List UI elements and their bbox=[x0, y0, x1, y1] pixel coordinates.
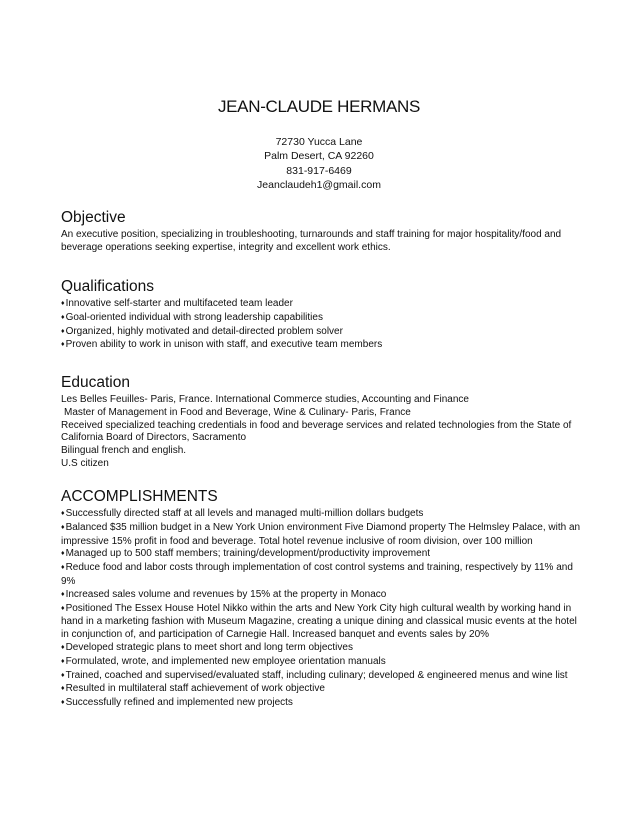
education-heading: Education bbox=[61, 374, 130, 391]
objective-section bbox=[61, 209, 581, 255]
education-line: U.S citizen bbox=[61, 457, 109, 469]
candidate-name: JEAN-CLAUDE HERMANS bbox=[217, 97, 421, 116]
qualifications-heading: Qualifications bbox=[61, 278, 155, 295]
contact-block bbox=[0, 135, 638, 192]
accomplishments-list bbox=[61, 508, 581, 711]
objective-text: An executive position, specializing in troubleshooting, turnarounds and staff training for major hospitality/food and beverage operations seeking expertise, integrity and excellent work ethics. bbox=[61, 229, 562, 253]
list-item: ♦Balanced $35 million budget in a New York Union environment Five Diamond property The Helmsley Palace, with an impressive 15% profit in food and beverage. Total hotel revenue inclusive of room division, over 100 million bbox=[61, 521, 581, 547]
diamond-bullet-icon: ♦ bbox=[61, 671, 65, 679]
list-item: ♦Innovative self-starter and multifaceted team leader bbox=[61, 298, 293, 309]
accomplishments-section bbox=[61, 488, 581, 711]
diamond-bullet-icon: ♦ bbox=[61, 564, 65, 572]
list-item: ♦Trained, coached and supervised/evaluated staff, including culinary; developed & engineered menus and wine list bbox=[61, 669, 568, 681]
diamond-bullet-icon: ♦ bbox=[61, 699, 65, 707]
list-item: ♦Organized, highly motivated and detail-directed problem solver bbox=[61, 325, 343, 337]
list-item: ♦Resulted in multilateral staff achievement of work objective bbox=[61, 683, 325, 695]
education-line: Master of Management in Food and Beverage, Wine & Culinary- Paris, France bbox=[64, 406, 411, 418]
list-item: ♦Proven ability to work in unison with staff, and executive team members bbox=[61, 339, 383, 351]
list-item: ♦Positioned The Essex House Hotel Nikko within the arts and New York City high cultural wealth by working hand in hand in a marketing fashion with Museum Magazine, creating a unique dining and classical music events at the hotel in conjunction of, and participation of Carnegie Hall. Increased banquet and events sales by 20% bbox=[61, 602, 577, 641]
list-item: ♦Formulated, wrote, and implemented new employee orientation manuals bbox=[61, 655, 386, 667]
address-line-1: 72730 Yucca Lane bbox=[275, 136, 363, 148]
accomplishments-heading: ACCOMPLISHMENTS bbox=[61, 488, 218, 505]
diamond-bullet-icon: ♦ bbox=[61, 590, 65, 598]
list-item: ♦Successfully directed staff at all levels and managed multi-million dollars budgets bbox=[61, 508, 424, 519]
objective-heading: Objective bbox=[61, 209, 126, 226]
education-section bbox=[61, 374, 581, 471]
diamond-bullet-icon: ♦ bbox=[61, 657, 65, 665]
list-item: ♦Goal-oriented individual with strong leadership capabilities bbox=[61, 311, 323, 323]
list-item: ♦Reduce food and labor costs through implementation of cost control systems and training, respectively by 11% and 9% bbox=[61, 562, 573, 587]
phone-number: 831-917-6469 bbox=[286, 164, 352, 177]
education-line: Les Belles Feuilles- Paris, France. International Commerce studies, Accounting and Finance bbox=[61, 394, 469, 405]
diamond-bullet-icon: ♦ bbox=[61, 510, 65, 517]
diamond-bullet-icon: ♦ bbox=[61, 685, 65, 693]
diamond-bullet-icon: ♦ bbox=[61, 327, 65, 335]
list-item: ♦Successfully refined and implemented new projects bbox=[61, 697, 293, 709]
diamond-bullet-icon: ♦ bbox=[61, 550, 65, 558]
email-address: Jeanclaudeh1@gmail.com bbox=[257, 178, 381, 191]
diamond-bullet-icon: ♦ bbox=[61, 604, 65, 612]
list-item: ♦Developed strategic plans to meet short and long term objectives bbox=[61, 641, 353, 653]
qualifications-list bbox=[61, 298, 581, 353]
education-line: Bilingual french and english. bbox=[61, 445, 187, 457]
diamond-bullet-icon: ♦ bbox=[61, 523, 65, 531]
diamond-bullet-icon: ♦ bbox=[61, 313, 65, 321]
diamond-bullet-icon: ♦ bbox=[61, 341, 65, 349]
diamond-bullet-icon: ♦ bbox=[61, 643, 65, 651]
education-list bbox=[61, 394, 581, 471]
qualifications-section bbox=[61, 278, 581, 353]
diamond-bullet-icon: ♦ bbox=[61, 300, 65, 307]
address-line-2: Palm Desert, CA 92260 bbox=[264, 150, 374, 163]
list-item: ♦Increased sales volume and revenues by 15% at the property in Monaco bbox=[61, 588, 387, 600]
list-item: ♦Managed up to 500 staff members; training/development/productivity improvement bbox=[61, 548, 431, 560]
education-line: Received specialized teaching credentials in food and beverage services and related technologies from the State of California Board of Directors, Sacramento bbox=[61, 419, 572, 444]
